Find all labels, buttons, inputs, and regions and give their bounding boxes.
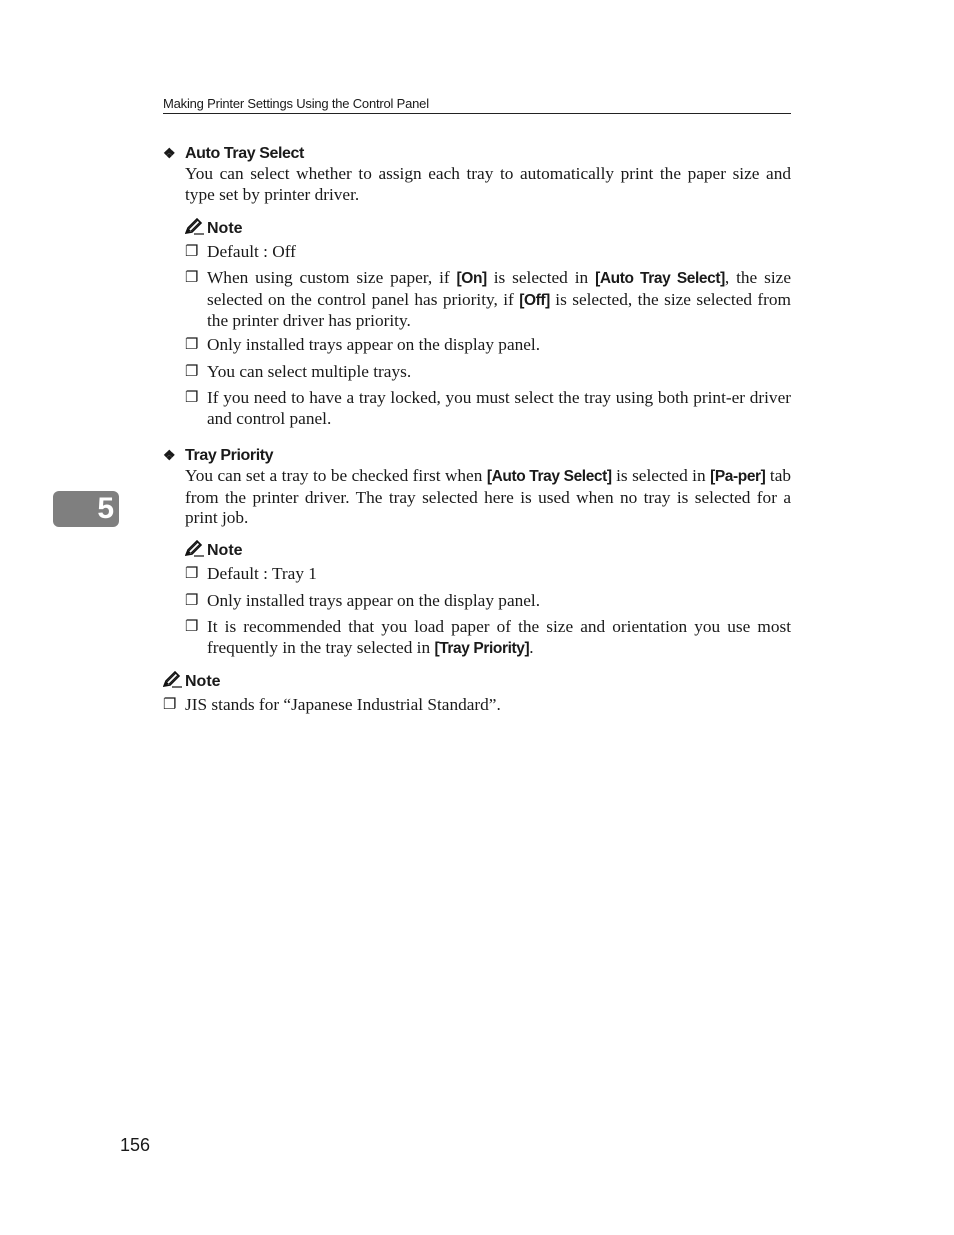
running-header: Making Printer Settings Using the Control Panel xyxy=(163,96,791,114)
note-item: ❐ When using custom size paper, if [On] is selected in [Auto Tray Select], the size selected on the control panel has priority, if [Off] is selected, the size selected from the printer driver has priority. xyxy=(185,268,791,330)
chapter-tab: 5 xyxy=(53,491,119,527)
note-heading: Note xyxy=(185,218,243,238)
note-item: ❐ Only installed trays appear on the display panel. xyxy=(185,335,541,354)
note-item: ❐ Default : Tray 1 xyxy=(185,564,317,583)
note-item: ❐ Default : Off xyxy=(185,242,296,261)
note-item: ❐ You can select multiple trays. xyxy=(185,362,412,381)
checkbox-bullet-icon: ❐ xyxy=(185,244,199,260)
note-item: ❐ If you need to have a tray locked, you must select the tray using both print-er driver and control panel. xyxy=(185,388,791,428)
pencil-icon xyxy=(163,671,185,694)
diamond-bullet-icon: ❖ xyxy=(163,447,176,463)
section-body: You can select whether to assign each tray to automatically print the paper size and type set by printer driver. xyxy=(185,164,791,204)
diamond-bullet-icon: ❖ xyxy=(163,145,176,161)
checkbox-bullet-icon: ❐ xyxy=(185,566,199,582)
note-item: ❐ Only installed trays appear on the display panel. xyxy=(185,591,541,610)
checkbox-bullet-icon: ❐ xyxy=(185,619,199,635)
checkbox-bullet-icon: ❐ xyxy=(185,593,199,609)
section-body: You can set a tray to be checked first when [Auto Tray Select] is selected in [Pa-per] tab from the printer driver. The tray selected here is used when no tray is selected for a print job. xyxy=(185,466,792,527)
note-item: ❐ It is recommended that you load paper of the size and orientation you use most frequently in the tray selected in [Tray Priority]. xyxy=(185,617,791,657)
checkbox-bullet-icon: ❐ xyxy=(185,390,199,406)
note-item: ❐ JIS stands for “Japanese Industrial Standard”. xyxy=(163,695,501,714)
page-number: 156 xyxy=(120,1135,151,1155)
section-heading-auto-tray-select: ❖ Auto Tray Select xyxy=(163,145,304,162)
pencil-icon xyxy=(185,540,207,563)
checkbox-bullet-icon: ❐ xyxy=(185,364,199,380)
checkbox-bullet-icon: ❐ xyxy=(163,697,177,713)
section-heading-tray-priority: ❖ Tray Priority xyxy=(163,447,274,464)
checkbox-bullet-icon: ❐ xyxy=(185,337,199,353)
pencil-icon xyxy=(185,218,207,241)
note-heading: Note xyxy=(185,540,243,560)
checkbox-bullet-icon: ❐ xyxy=(185,270,199,286)
note-heading: Note xyxy=(163,671,221,691)
